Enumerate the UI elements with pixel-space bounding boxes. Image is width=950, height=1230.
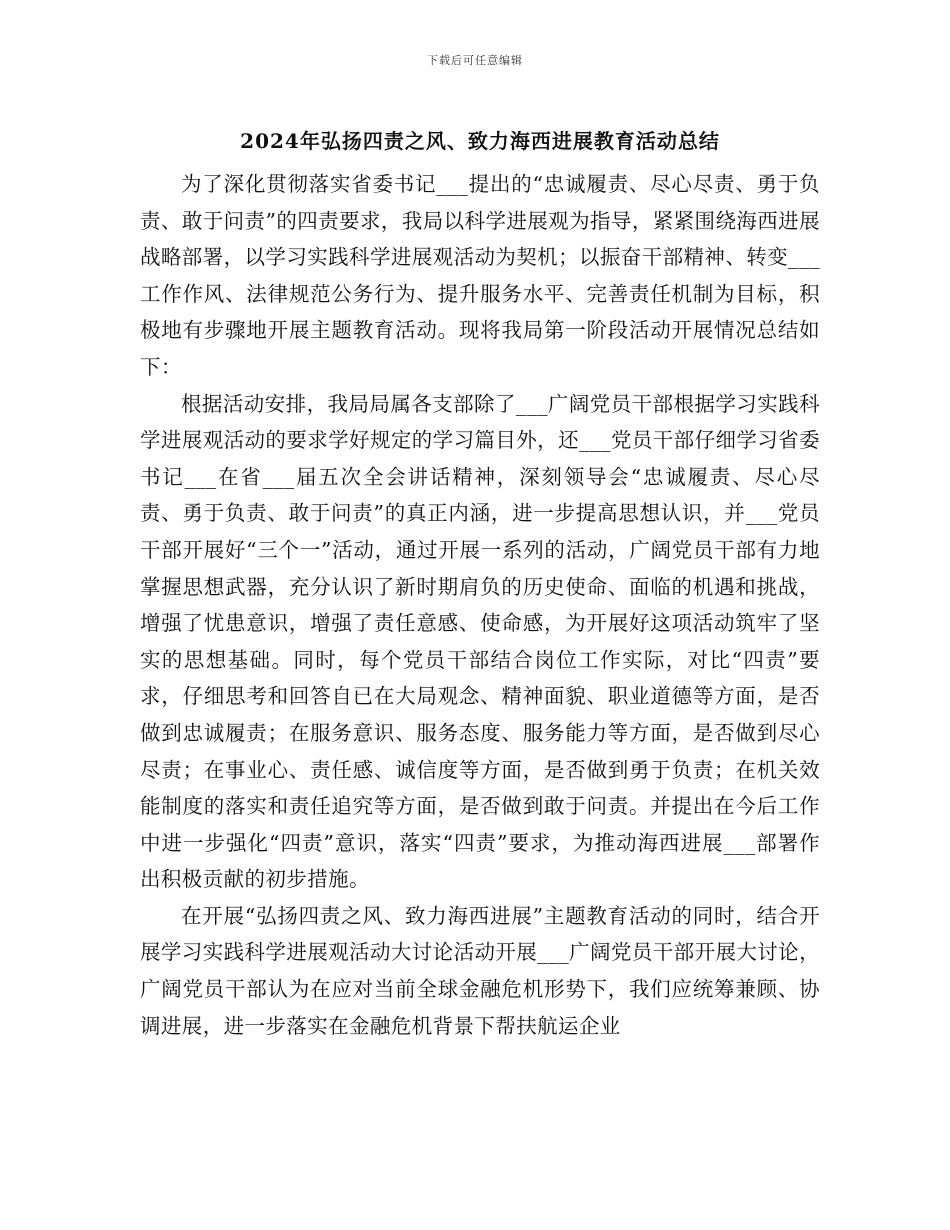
- page-header-note: 下载后可任意编辑: [427, 54, 523, 67]
- paragraph-study-activities: 根据活动安排，我局局属各支部除了___广阔党员干部根据学习实践科学进展观活动的要求学好规定的学习篇目外，还___党员干部仔细学习省委书记___在省___届五次全会讲话精神，深刻领导会“忠诚履责、尽心尽责、勇于负责、敢于问责”的真正内涵，进一步提高思想认识，并___党员干部开展好“三个一”活动，通过开展一系列的活动，广阔党员干部有力地掌握思想武器，充分认识了新时期肩负的历史使命、面临的机遇和挑战，增强了忧患意识，增强了责任意感、使命感，为开展好这项活动筑牢了坚实的思想基础。同时，每个党员干部结合岗位工作实际，对比“四责”要求，仔细思考和回答自已在大局观念、精神面貌、职业道德等方面，是否做到忠诚履责；在服务意识、服务态度、服务能力等方面，是否做到尽心尽责；在事业心、责任感、诚信度等方面，是否做到勇于负责；在机关效能制度的落实和责任追究等方面，是否做到敢于问责。并提出在今后工作中进一步强化“四责”意识，落实“四责”要求，为推动海西进展___部署作出积极贡献的初步措施。: [140, 391, 820, 892]
- paragraph-discussion: 在开展“弘扬四责之风、致力海西进展”主题教育活动的同时，结合开展学习实践科学进展观活动大讨论活动开展___广阔党员干部开展大讨论，广阔党员干部认为在应对当前全球金融危机形势下，我们应统筹兼顾、协调进展，进一步落实在金融危机背景下帮扶航运企业: [140, 903, 820, 1038]
- document-body: [140, 166, 820, 1044]
- paragraph-intro: 为了深化贯彻落实省委书记___提出的“忠诚履责、尽心尽责、勇于负责、敢于问责”的四责要求，我局以科学进展观为指导，紧紧围绕海西进展战略部署，以学习实践科学进展观活动为契机；以振奋干部精神、转变___工作作风、法律规范公务行为、提升服务水平、完善责任机制为目标，积极地有步骤地开展主题教育活动。现将我局第一阶段活动开展情况总结如下：: [140, 172, 820, 379]
- document-title: 2024年弘扬四责之风、致力海西进展教育活动总结: [240, 129, 720, 153]
